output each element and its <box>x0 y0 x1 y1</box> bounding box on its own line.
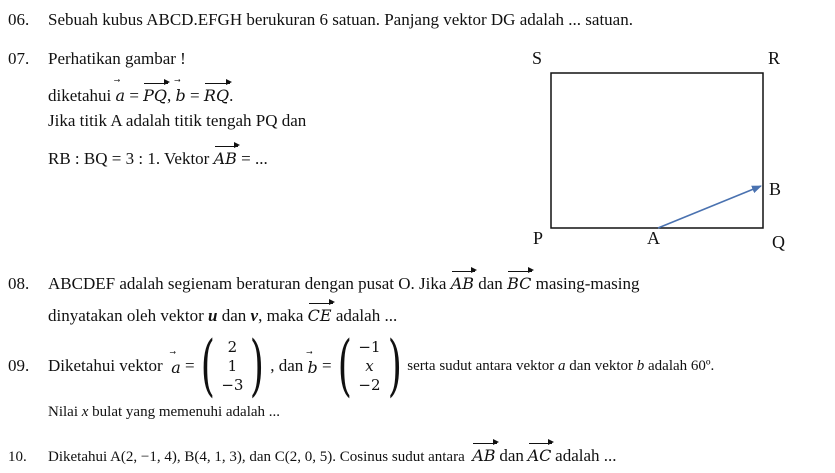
vector-a: a <box>171 358 181 377</box>
question-text: adalah ... <box>335 306 398 325</box>
conjunction: dan <box>221 306 247 325</box>
question-text: adalah ... <box>555 446 617 465</box>
question-08-line2 <box>48 302 397 326</box>
period: . <box>229 86 234 105</box>
label-p: P <box>533 228 544 248</box>
known-label: diketahui <box>48 86 112 105</box>
vector-ac: AC <box>528 442 552 466</box>
vector-ce: CE <box>308 302 332 326</box>
vector-pq: PQ <box>143 82 167 106</box>
question-text: , maka <box>258 306 304 325</box>
question-text: masing-masing <box>535 274 640 293</box>
equals-sign: = <box>185 356 195 375</box>
variable-x: x <box>81 404 89 420</box>
question-text: dinyatakan oleh vektor <box>48 306 204 325</box>
vector-b: b <box>307 358 318 377</box>
question-text: serta sudut antara vektor a dan vektor b adalah 60º. <box>407 358 715 374</box>
vector-v: v <box>250 306 259 325</box>
vector-ab: AB <box>214 145 237 169</box>
question-text: Diketahui A(2, −1, 4), B(4, 1, 3), dan C(2, 0, 5). Cosinus sudut antara <box>48 449 465 465</box>
matrix-a-entry: 1 <box>227 356 238 375</box>
question-number: 09. <box>8 356 30 375</box>
question-text: Sebuah kubus ABCD.EFGH berukuran 6 satuan. Panjang vektor DG adalah ... satuan. <box>48 10 633 29</box>
question-10 <box>8 442 617 467</box>
matrix-b-entry: −1 <box>358 337 381 356</box>
question-text: ABCDEF adalah segienam beraturan dengan pusat O. Jika <box>48 274 447 293</box>
question-07-line3: Jika titik A adalah titik tengah PQ dan <box>48 111 307 130</box>
question-number: 06. <box>8 10 30 29</box>
question-08-line1 <box>8 270 640 294</box>
vector-arrow-ab <box>658 186 761 228</box>
matrix-a-entry: 2 <box>227 337 238 356</box>
question-number: 07. <box>8 49 30 68</box>
equals-sign: = <box>322 356 332 375</box>
question-09-line2: Nilai x bulat yang memenuhi adalah ... <box>48 404 281 420</box>
question-text: Diketahui vektor <box>48 356 163 375</box>
conjunction: dan <box>478 274 503 293</box>
blank-answer: = ... <box>241 149 268 168</box>
vector-rq: RQ <box>204 82 229 106</box>
label-s: S <box>532 48 543 68</box>
matrix-b-entry: x <box>365 356 374 375</box>
vector-ab: AB <box>472 442 495 466</box>
conjunction: dan <box>499 446 524 465</box>
ratio-text: RB : BQ = 3 : 1. Vektor <box>48 149 210 168</box>
vector-bc: BC <box>507 270 531 294</box>
vector-ab: AB <box>451 270 474 294</box>
matrix-a: ( 2 1 −3 ) <box>200 327 265 404</box>
question-09-line1 <box>8 327 715 404</box>
vector-a: a <box>115 86 126 105</box>
matrix-a-entry: −3 <box>221 375 244 394</box>
label-r: R <box>768 48 781 68</box>
question-text: , dan <box>270 356 304 375</box>
matrix-b-entry: −2 <box>358 375 381 394</box>
equals-sign: = <box>190 86 200 105</box>
label-b: B <box>769 179 782 199</box>
label-q: Q <box>772 232 785 252</box>
vector-u: u <box>208 306 218 325</box>
label-a: A <box>647 228 660 248</box>
question-number: 10. <box>8 449 27 465</box>
rectangle-pqrs <box>551 73 763 228</box>
question-number: 08. <box>8 274 30 293</box>
question-text: Perhatikan gambar ! <box>48 49 186 68</box>
comma: , <box>167 86 172 105</box>
equals-sign: = <box>129 86 139 105</box>
vector-b: b <box>175 86 186 105</box>
matrix-b: ( −1 x −2 ) <box>337 327 402 404</box>
